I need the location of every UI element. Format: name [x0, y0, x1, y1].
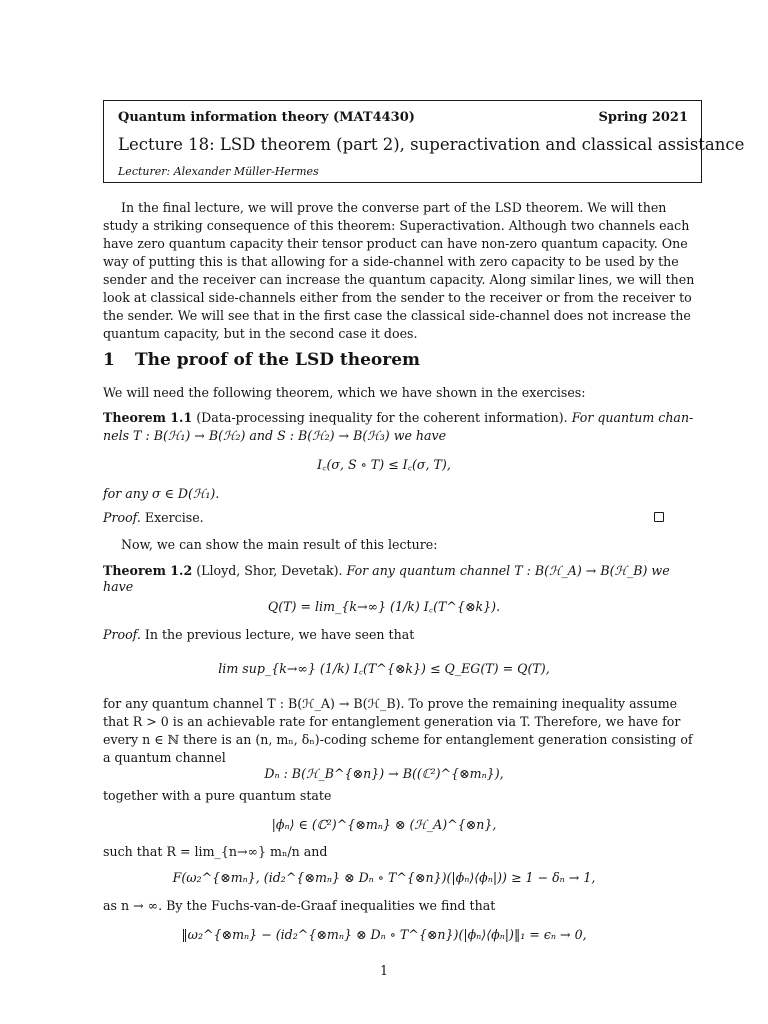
proof-line: for any quantum channel T : B(ℋ_A) → B(ℋ_B). To prove the remaining inequality assume	[103, 696, 678, 711]
equation: F(ω₂^{⊗mₙ}, (id₂^{⊗mₙ} ⊗ Dₙ ∘ T^{⊗n})(|ϕₙ⟩⟨ϕₙ|)) ≥ 1 − δₙ → 1,	[172, 870, 596, 885]
theorem-statement: have	[103, 579, 134, 594]
proof-1-1	[103, 509, 204, 527]
proof-line: such that R = lim_{n→∞} mₙ/n and	[103, 844, 328, 859]
abstract-line: study a striking consequence of this theorem: Superactivation. Although two channels each	[103, 218, 690, 233]
lecturer: Lecturer: Alexander Müller-Hermes	[118, 165, 319, 178]
abstract-line: sender and the receiver can increase the quantum capacity. Along similar lines, we will then	[103, 272, 695, 287]
theorem-statement: For quantum chan-	[571, 410, 694, 425]
page-number: 1	[379, 963, 388, 978]
paragraph: Now, we can show the main result of this lecture:	[121, 537, 438, 552]
theorem-name: (Data-processing inequality for the coherent information).	[196, 410, 568, 425]
qed-box-icon	[654, 512, 664, 522]
section-title: The proof of the LSD theorem	[135, 350, 421, 370]
abstract-line: way of putting this is that allowing for a side-channel with zero capacity to be used by the	[103, 254, 679, 269]
theorem-label: Theorem 1.1	[103, 410, 193, 425]
theorem-statement: For any quantum channel T : B(ℋ_A) → B(ℋ_B) we	[346, 563, 670, 578]
theorem-condition: for any σ ∈ D(ℋ₁).	[103, 486, 220, 501]
lecture-title: Lecture 18: LSD theorem (part 2), superactivation and classical assistance	[118, 135, 745, 154]
abstract-line: the sender. We will see that in the first case the classical side-channel does not increase the	[103, 308, 691, 323]
abstract-line: quantum capacity, but in the second case it does.	[103, 326, 418, 341]
proof-1-2-intro	[103, 626, 414, 644]
theorem-name: (Lloyd, Shor, Devetak).	[196, 563, 343, 578]
proof-label: Proof.	[103, 627, 141, 642]
equation: |ϕₙ⟩ ∈ (ℂ²)^{⊗mₙ} ⊗ (ℋ_A)^{⊗n},	[271, 817, 497, 832]
section-number: 1	[103, 350, 115, 370]
equation: Q(T) = lim_{k→∞} (1/k) I꜀(T^{⊗k}).	[267, 599, 501, 614]
proof-line: that R > 0 is an achievable rate for entanglement generation via T. Therefore, we have for	[103, 714, 681, 729]
equation: Dₙ : B(ℋ_B^{⊗n}) → B((ℂ²)^{⊗mₙ}),	[264, 766, 504, 781]
proof-line: as n → ∞. By the Fuchs-van-de-Graaf inequalities we find that	[103, 898, 496, 913]
theorem-label: Theorem 1.2	[103, 563, 193, 578]
theorem-statement: nels T : B(ℋ₁) → B(ℋ₂) and S : B(ℋ₂) → B(ℋ₃) we have	[103, 428, 447, 443]
course-name: Quantum information theory (MAT4430)	[118, 110, 415, 125]
proof-line: a quantum channel	[103, 750, 226, 765]
proof-line: together with a pure quantum state	[103, 788, 332, 803]
equation: ‖ω₂^{⊗mₙ} − (id₂^{⊗mₙ} ⊗ Dₙ ∘ T^{⊗n})(|ϕₙ⟩⟨ϕₙ|)‖₁ = ϵₙ → 0,	[181, 927, 587, 942]
proof-line: every n ∈ ℕ there is an (n, mₙ, δₙ)-coding scheme for entanglement generation consisting of	[103, 732, 693, 747]
equation: I꜀(σ, S ∘ T) ≤ I꜀(σ, T),	[317, 457, 451, 472]
theorem-1-2-header	[103, 562, 670, 580]
proof-text: In the previous lecture, we have seen that	[144, 627, 415, 642]
proof-label: Proof.	[103, 510, 141, 525]
equation: lim sup_{k→∞} (1/k) I꜀(T^{⊗k}) ≤ Q_EG(T) = Q(T),	[218, 661, 550, 676]
abstract-line: look at classical side-channels either from the sender to the receiver or from the receiver to	[103, 290, 692, 305]
theorem-1-1-header	[103, 409, 693, 427]
abstract-line: have zero quantum capacity their tensor product can have non-zero quantum capacity. One	[103, 236, 688, 251]
abstract-line: In the final lecture, we will prove the converse part of the LSD theorem. We will then	[121, 200, 667, 215]
term: Spring 2021	[598, 110, 688, 125]
proof-text: Exercise.	[144, 510, 204, 525]
section-heading	[103, 351, 420, 369]
lecture-header-box	[103, 100, 745, 183]
intro-text: We will need the following theorem, which we have shown in the exercises:	[103, 385, 586, 400]
